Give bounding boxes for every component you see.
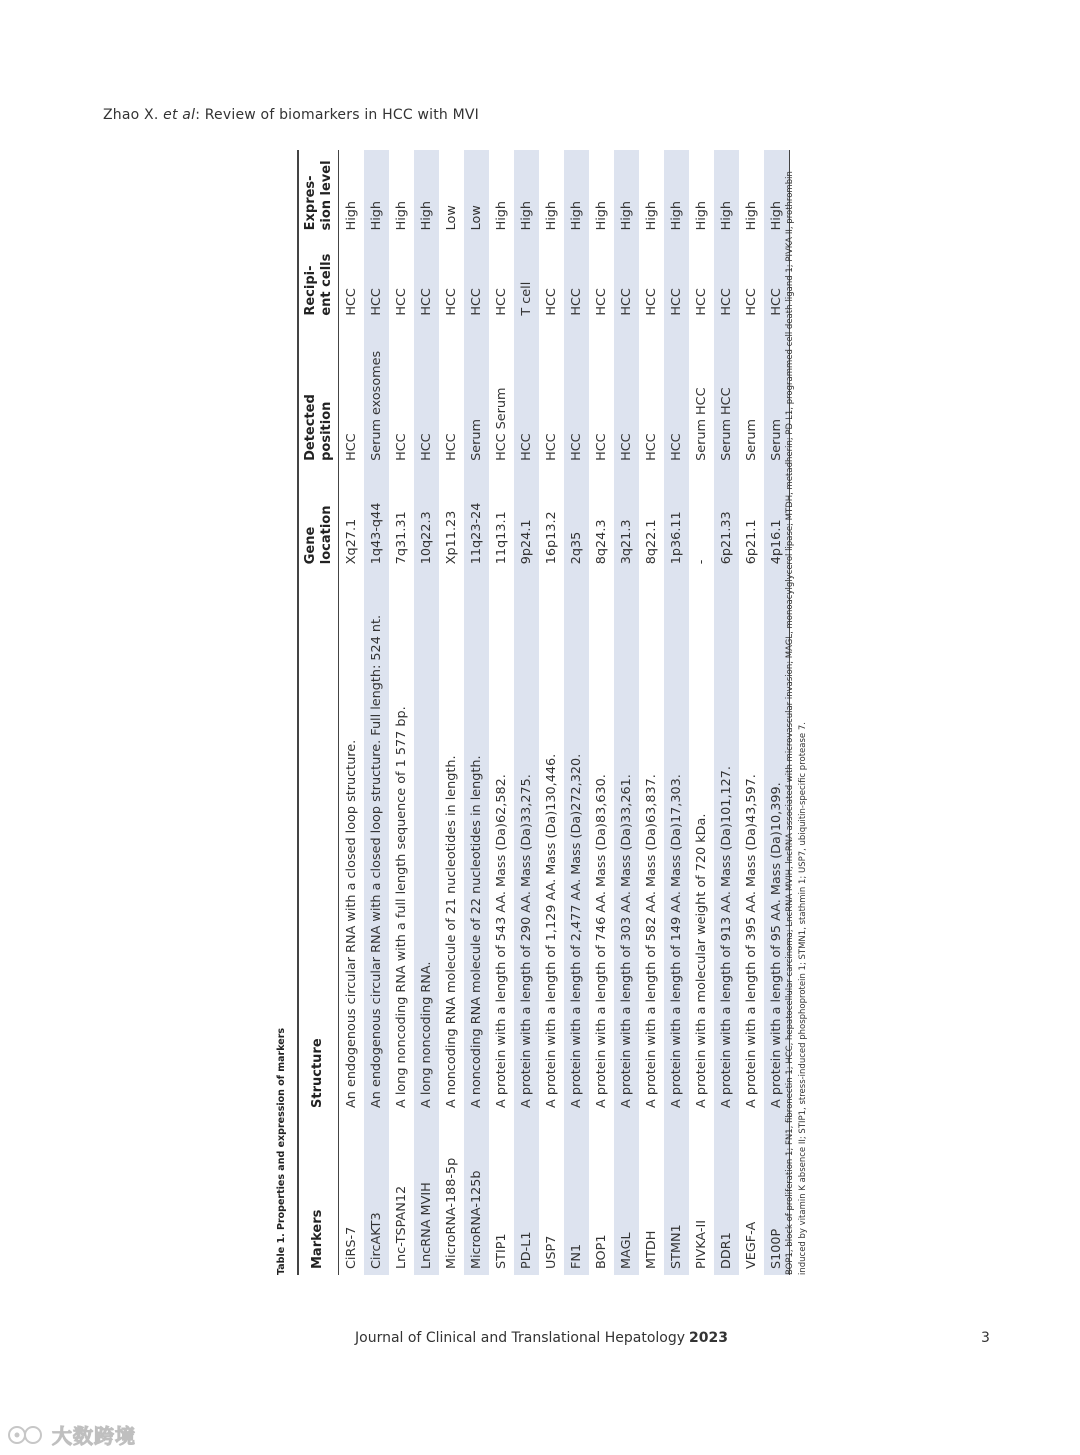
detected-position-cell: HCC (519, 433, 534, 461)
marker-cell: LncRNA MVIH (419, 1182, 434, 1269)
gene-location-cell: 2q35 (569, 531, 584, 565)
recipient-cells-cell: HCC (669, 288, 684, 316)
structure-cell: A protein with a length of 913 AA. Mass (Da)101,127. (719, 765, 734, 1108)
expression-level-cell: High (669, 200, 684, 231)
recipient-cells-cell: HCC (469, 288, 484, 316)
rotated-table-block (272, 145, 828, 1275)
recipient-cells-cell: HCC (569, 288, 584, 316)
structure-cell: A noncoding RNA molecule of 21 nucleotides in length. (444, 755, 459, 1108)
expression-level-cell: High (419, 200, 434, 231)
detected-position-cell: HCC (344, 433, 359, 461)
col-header-gene-location: Gene location (303, 505, 334, 565)
watermark (6, 1420, 136, 1449)
recipient-cells-cell: HCC (494, 288, 509, 316)
gene-location-cell: 8q22.1 (644, 519, 659, 565)
structure-cell: A protein with a molecular weight of 720 kDa. (694, 813, 709, 1108)
expression-level-cell: High (544, 200, 559, 231)
journal-footer (355, 1330, 728, 1346)
table-row (539, 150, 564, 1275)
recipient-cells-cell: HCC (419, 288, 434, 316)
detected-position-cell: HCC (419, 433, 434, 461)
marker-cell: STIP1 (494, 1233, 509, 1269)
marker-cell: CiRS-7 (344, 1226, 359, 1269)
recipient-cells-cell: HCC (444, 288, 459, 316)
recipient-cells-cell: HCC (544, 288, 559, 316)
marker-cell: USP7 (544, 1235, 559, 1269)
table-header-row (298, 150, 339, 1275)
table-caption: Table 1. Properties and expression of markers (276, 1027, 287, 1275)
marker-cell: MTDH (644, 1230, 659, 1269)
structure-cell: An endogenous circular RNA with a closed loop structure. Full length: 524 nt. (369, 614, 384, 1108)
marker-cell: BOP1 (594, 1234, 609, 1269)
recipient-cells-cell: HCC (719, 288, 734, 316)
structure-cell: A protein with a length of 2,477 AA. Mass (Da)272,320. (569, 753, 584, 1108)
structure-cell: An endogenous circular RNA with a closed loop structure. (344, 739, 359, 1108)
gene-location-cell: - (694, 559, 709, 565)
structure-cell: A long noncoding RNA with a full length sequence of 1 577 bp. (394, 706, 409, 1108)
table-row (714, 150, 739, 1275)
detected-position-cell: HCC (569, 433, 584, 461)
journal-year: 2023 (689, 1330, 728, 1346)
gene-location-cell: 4p16.1 (769, 519, 784, 565)
recipient-cells-cell: HCC (644, 288, 659, 316)
table-row (364, 150, 389, 1275)
table-body (339, 150, 790, 1275)
journal-name: Journal of Clinical and Translational Hepatology (355, 1330, 686, 1346)
structure-cell: A protein with a length of 582 AA. Mass (Da)63,837. (644, 774, 659, 1108)
gene-location-cell: 1p36.11 (669, 511, 684, 565)
gene-location-cell: Xp11.23 (444, 510, 459, 565)
marker-cell: PIVKA-II (694, 1219, 709, 1269)
gene-location-cell: 6p21.33 (719, 511, 734, 565)
running-head-authors: Zhao X. (103, 107, 164, 123)
gene-location-cell: 7q31.31 (394, 511, 409, 565)
detected-position-cell: Serum HCC (719, 387, 734, 461)
col-header-markers: Markers (310, 1209, 325, 1269)
expression-level-cell: High (394, 200, 409, 231)
table-row (639, 150, 664, 1275)
detected-position-cell: HCC (394, 433, 409, 461)
expression-level-cell: High (694, 200, 709, 231)
marker-cell: DDR1 (719, 1232, 734, 1269)
table-row (514, 150, 539, 1275)
recipient-cells-cell: HCC (769, 288, 784, 316)
marker-cell: PD-L1 (519, 1231, 534, 1269)
expression-level-cell: High (369, 200, 384, 231)
detected-position-cell: Serum (744, 419, 759, 461)
watermark-logo-icon (6, 1422, 46, 1448)
detected-position-cell: Serum exosomes (369, 350, 384, 461)
table-row (439, 150, 464, 1275)
recipient-cells-cell: HCC (694, 288, 709, 316)
expression-level-cell: High (644, 200, 659, 231)
watermark-text: 大数跨境 (52, 1424, 136, 1448)
detected-position-cell: HCC (669, 433, 684, 461)
recipient-cells-cell: HCC (369, 288, 384, 316)
table-row (739, 150, 764, 1275)
expression-level-cell: High (594, 200, 609, 231)
detected-position-cell: HCC (644, 433, 659, 461)
expression-level-cell: High (494, 200, 509, 231)
table-row (339, 150, 365, 1275)
structure-cell: A protein with a length of 746 AA. Mass (Da)83,630. (594, 774, 609, 1108)
gene-location-cell: 8q24.3 (594, 519, 609, 565)
table-row (464, 150, 489, 1275)
table-row (689, 150, 714, 1275)
recipient-cells-cell: HCC (344, 288, 359, 316)
expression-level-cell: Low (469, 205, 484, 231)
marker-cell: CircAKT3 (369, 1212, 384, 1269)
gene-location-cell: 3q21.3 (619, 519, 634, 565)
marker-cell: MicroRNA-125b (469, 1170, 484, 1269)
structure-cell: A protein with a length of 1,129 AA. Mass (Da)130,446. (544, 753, 559, 1108)
detected-position-cell: Serum (769, 419, 784, 461)
structure-cell: A protein with a length of 95 AA. Mass (Da)10,399. (769, 782, 784, 1108)
structure-cell: A long noncoding RNA. (419, 961, 434, 1108)
marker-cell: STMN1 (669, 1224, 684, 1269)
structure-cell: A protein with a length of 395 AA. Mass (Da)43,597. (744, 774, 759, 1108)
detected-position-cell: Serum (469, 419, 484, 461)
gene-location-cell: 9p24.1 (519, 519, 534, 565)
gene-location-cell: 11q13.1 (494, 511, 509, 565)
structure-cell: A protein with a length of 290 AA. Mass (Da)33,275. (519, 774, 534, 1108)
recipient-cells-cell: HCC (594, 288, 609, 316)
table-row (489, 150, 514, 1275)
detected-position-cell: Serum HCC (694, 387, 709, 461)
recipient-cells-cell: HCC (394, 288, 409, 316)
marker-cell: S100P (769, 1228, 784, 1269)
marker-cell: FN1 (569, 1243, 584, 1269)
gene-location-cell: 6p21.1 (744, 519, 759, 565)
col-header-structure: Structure (310, 1038, 325, 1108)
expression-level-cell: High (744, 200, 759, 231)
gene-location-cell: 16p13.2 (544, 511, 559, 565)
recipient-cells-cell: HCC (619, 288, 634, 316)
structure-cell: A noncoding RNA molecule of 22 nucleotides in length. (469, 755, 484, 1108)
col-header-recipient-cells: Recipi- ent cells (303, 253, 334, 316)
marker-cell: VEGF-A (744, 1221, 759, 1269)
detected-position-cell: HCC Serum (494, 387, 509, 461)
gene-location-cell: Xq27.1 (344, 518, 359, 565)
page-number: 3 (981, 1330, 990, 1346)
marker-cell: MAGL (619, 1232, 634, 1269)
running-head (103, 107, 479, 123)
detected-position-cell: HCC (444, 433, 459, 461)
expression-level-cell: High (769, 200, 784, 231)
running-head-title: : Review of biomarkers in HCC with MVI (195, 107, 480, 123)
detected-position-cell: HCC (594, 433, 609, 461)
recipient-cells-cell: T cell (519, 281, 534, 316)
table-row (664, 150, 689, 1275)
gene-location-cell: 11q23-24 (469, 502, 484, 565)
detected-position-cell: HCC (544, 433, 559, 461)
gene-location-cell: 1q43-q44 (369, 502, 384, 565)
structure-cell: A protein with a length of 149 AA. Mass (Da)17,303. (669, 774, 684, 1108)
structure-cell: A protein with a length of 303 AA. Mass (Da)33,261. (619, 774, 634, 1108)
table-row (414, 150, 439, 1275)
detected-position-cell: HCC (619, 433, 634, 461)
marker-cell: MicroRNA-188-5p (444, 1157, 459, 1269)
table-row (589, 150, 614, 1275)
table-row (389, 150, 414, 1275)
expression-level-cell: High (569, 200, 584, 231)
expression-level-cell: High (619, 200, 634, 231)
table-row (564, 150, 589, 1275)
expression-level-cell: High (519, 200, 534, 231)
recipient-cells-cell: HCC (744, 288, 759, 316)
expression-level-cell: High (719, 200, 734, 231)
expression-level-cell: High (344, 200, 359, 231)
table-footnote: BOP1, block of proliferation 1; FN1, fibronectin 1; HCC, hepatocellular carcinoma; LncRNA MVIH, lncRNA associated with microvascular invasion; MAGL, monoacylglycerol lipase; MTDH, metadherin; PD-L1, programmed cell death-ligand 1; PIVKA-II, prothrombin induced by vitamin K absence II; STIP1, stress-induced phosphoprotein 1; STMN1, stathmin 1; USP7, ubiquitin-specific protease 7. (785, 171, 808, 1275)
table-row (614, 150, 639, 1275)
expression-level-cell: Low (444, 205, 459, 231)
gene-location-cell: 10q22.3 (419, 511, 434, 565)
marker-cell: Lnc-TSPAN12 (394, 1185, 409, 1269)
col-header-expression-level: Expres- sion level (303, 160, 334, 231)
running-head-etal: et al (163, 107, 196, 123)
col-header-detected-position: Detected position (303, 394, 334, 461)
structure-cell: A protein with a length of 543 AA. Mass (Da)62,582. (494, 774, 509, 1108)
markers-table (297, 150, 790, 1275)
